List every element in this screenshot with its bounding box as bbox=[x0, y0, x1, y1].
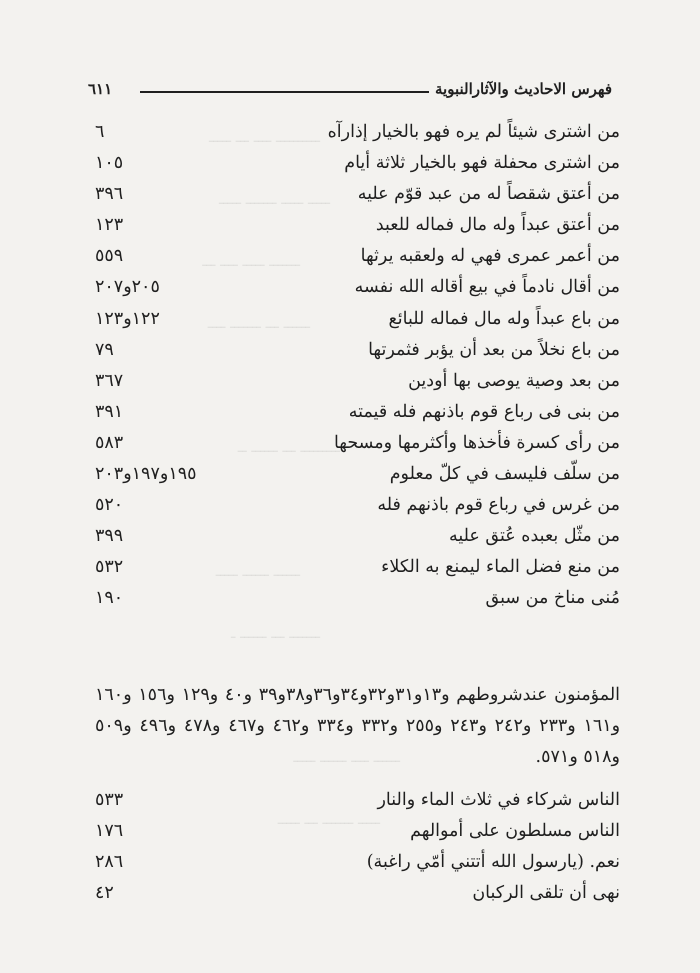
index-entry bbox=[95, 490, 620, 521]
entry-text: من أعتق عبداً وله مال فماله للعبد bbox=[375, 215, 620, 236]
entry-page-ref: ١٩٠ bbox=[95, 588, 124, 609]
entry-text: من أقال نادماً في بيع أقاله الله نفسه bbox=[354, 277, 620, 298]
bleed-through-mark: ــــــ ـــ ـــــــ ــــ bbox=[207, 314, 310, 332]
header-title: فهرس الاحاديث والآثارالنبوية bbox=[429, 80, 612, 98]
index-entry bbox=[95, 459, 620, 490]
entry-page-ref: ٤٢ bbox=[95, 883, 114, 904]
entry-page-ref: ٢٨٦ bbox=[95, 852, 124, 873]
index-entry bbox=[95, 304, 620, 335]
entry-text: نهى أن تلقى الركبان bbox=[472, 883, 620, 904]
index-list bbox=[95, 117, 620, 615]
bleed-through-mark: ـــــــ ـــ ــــــ ـ bbox=[230, 624, 320, 642]
entry-text: الناس شركاء في ثلاث الماء والنار bbox=[377, 790, 620, 810]
index-entry bbox=[95, 521, 620, 552]
bleed-through-mark: ــــــ ــــ ــــــ ـــــ bbox=[293, 748, 400, 766]
entry-text: من رأى كسرة فأخذها وأكثرمها ومسحها bbox=[333, 432, 620, 453]
entry-page-ref: ١٧٦ bbox=[95, 821, 124, 842]
index-entry bbox=[95, 428, 620, 459]
page-number: ٦١١ bbox=[88, 80, 118, 98]
entry-page-ref: ٥٣٣ bbox=[95, 790, 124, 810]
entry-text: من اشترى شيئاً لم يره فهو بالخيار إذارآه bbox=[327, 122, 620, 142]
index-entry bbox=[95, 366, 620, 397]
index-entry bbox=[95, 847, 620, 878]
index-entry bbox=[95, 816, 620, 847]
entry-text: من مثّل بعبده عُتق عليه bbox=[448, 526, 620, 547]
entry-page-ref: ٥٥٩ bbox=[95, 246, 124, 267]
bleed-through-mark: ـــــــ ـــــ ــــ ـــ bbox=[202, 252, 300, 270]
entry-text: من أعمر عمرى فهي له ولعقبه يرثها bbox=[360, 246, 620, 267]
index-entry bbox=[95, 272, 620, 303]
entry-page-ref: ٣٦٧ bbox=[95, 370, 124, 391]
entry-page-ref: ٦ bbox=[95, 122, 105, 142]
entry-page-ref: ١٢٣ bbox=[95, 215, 124, 236]
entry-text: من سلّف فليسف في كلّ معلوم bbox=[389, 464, 620, 485]
entry-page-ref: ٣٩١ bbox=[95, 401, 124, 422]
entry-text: مُنى مناخ من سبق bbox=[485, 588, 620, 609]
bleed-through-mark: ــــــــــ ــــ ـــ ـــــ bbox=[209, 128, 320, 146]
entry-text: من أعتق شقصاً له من عبد قوّم عليه bbox=[357, 184, 620, 205]
index-entry bbox=[95, 785, 620, 816]
index-entry bbox=[95, 583, 620, 614]
entry-page-ref: ٧٩ bbox=[95, 339, 114, 360]
entry-page-ref: ٥٢٠ bbox=[95, 495, 124, 516]
bleed-through-mark: ـــــ ـــــ ـــــــ ـــــ bbox=[219, 190, 330, 208]
index-entry bbox=[95, 117, 620, 148]
entry-text: من منع فضل الماء ليمنع به الكلاء bbox=[381, 557, 620, 578]
index-paragraph: المؤمنون عندشروطهم و١٣و٣١و٣٢و٣٤و٣٦و٣٨و٣٩ و٤٠ و١٢٩ و١٥٦ و١٦٠ و١٦١ و٢٣٣ و٢٤٢ و٢٤٣ و٢٥٥ و٣٣٢ و٣٣٤ و٤٦٢ و٤٦٧ و٤٧٨ و٤٩٦ و٥٠٩ و٥١٨ و٥٧١. bbox=[95, 685, 621, 767]
entry-page-ref: ٣٩٩ bbox=[95, 526, 124, 547]
entry-text: من بنى فى رباع قوم باذنهم فله قيمته bbox=[348, 401, 620, 422]
index-entry bbox=[95, 179, 620, 210]
index-entry bbox=[95, 397, 620, 428]
entry-page-ref: ١٠٥ bbox=[95, 153, 124, 174]
entry-page-ref: ١٩٥و١٩٧و٢٠٣ bbox=[95, 464, 197, 485]
entry-text: من غرس في رباع قوم باذنهم فله bbox=[377, 495, 620, 516]
entry-page-ref: ١٢٢و١٢٣ bbox=[95, 308, 160, 329]
index-entry bbox=[95, 335, 620, 366]
entry-page-ref: ٢٠٥و٢٠٧ bbox=[95, 277, 160, 298]
entry-page-ref: ٥٣٢ bbox=[95, 557, 124, 578]
entry-text: نعم. (يارسول الله أتتني أمّي راغبة) bbox=[366, 852, 620, 873]
header-rule bbox=[140, 91, 434, 93]
index-entry bbox=[95, 210, 620, 241]
bleed-through-mark: ـــــ ـــــــ ـــ ـــــ bbox=[277, 810, 380, 828]
entry-text: من باع نخلاً من بعد أن يؤبر فثمرتها bbox=[368, 339, 620, 360]
entry-text: من اشترى محفلة فهو بالخيار ثلاثة أيام bbox=[344, 153, 620, 174]
bleed-through-mark: ــــــ ــــــ ـــــ bbox=[215, 562, 300, 580]
entry-text: من بعد وصية يوصى بها أودين bbox=[408, 370, 620, 391]
index-entry bbox=[95, 148, 620, 179]
index-entry bbox=[95, 878, 620, 909]
entry-text: الناس مسلطون على أموالهم bbox=[410, 821, 620, 842]
bleed-through-mark: ـــــــــ ـــ ــــــ ــ bbox=[237, 438, 340, 456]
index-entry bbox=[95, 241, 620, 272]
index-list-continued bbox=[95, 785, 620, 909]
page-header bbox=[88, 80, 612, 104]
index-entry bbox=[95, 552, 620, 583]
entry-text: من باع عبداً وله مال فماله للبائع bbox=[388, 308, 620, 329]
entry-page-ref: ٥٨٣ bbox=[95, 432, 124, 453]
entry-page-ref: ٣٩٦ bbox=[95, 184, 124, 205]
